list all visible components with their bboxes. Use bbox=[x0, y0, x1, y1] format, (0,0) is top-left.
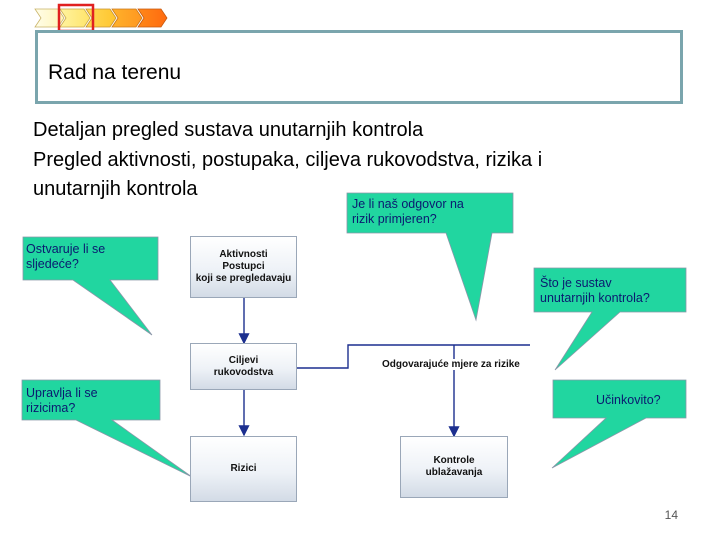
page-number: 14 bbox=[664, 508, 678, 522]
callout-effective-text: Učinkovito? bbox=[596, 393, 661, 407]
heading-line-2: Pregled aktivnosti, postupaka, ciljeva rukovodstva, rizika i bbox=[33, 149, 543, 171]
heading-line-3: unutarnjih kontrola bbox=[33, 178, 198, 200]
callout-achieve-text: Ostvaruje li se sljedeće? bbox=[26, 242, 106, 271]
label-measures: Odgovarajuće mjere za rizike bbox=[382, 359, 520, 370]
slide-title: Rad na terenu bbox=[48, 61, 182, 84]
box-activities: Aktivnosti Postupci koji se pregledavaju bbox=[190, 236, 297, 298]
box-objectives: Ciljevi rukovodstva bbox=[190, 343, 297, 390]
box-risks: Rizici bbox=[190, 436, 297, 502]
callout-internal-text: Što je sustav unutarnjih kontrola? bbox=[540, 276, 650, 305]
heading-line-1: Detaljan pregled sustava unutarnjih kontrola bbox=[33, 119, 424, 141]
callout-manage-text: Upravlja li se rizicima? bbox=[26, 386, 98, 415]
box-controls: Kontrole ublažavanja bbox=[400, 436, 508, 498]
callout-response-text: Je li naš odgovor na rizik primjeren? bbox=[352, 197, 464, 226]
